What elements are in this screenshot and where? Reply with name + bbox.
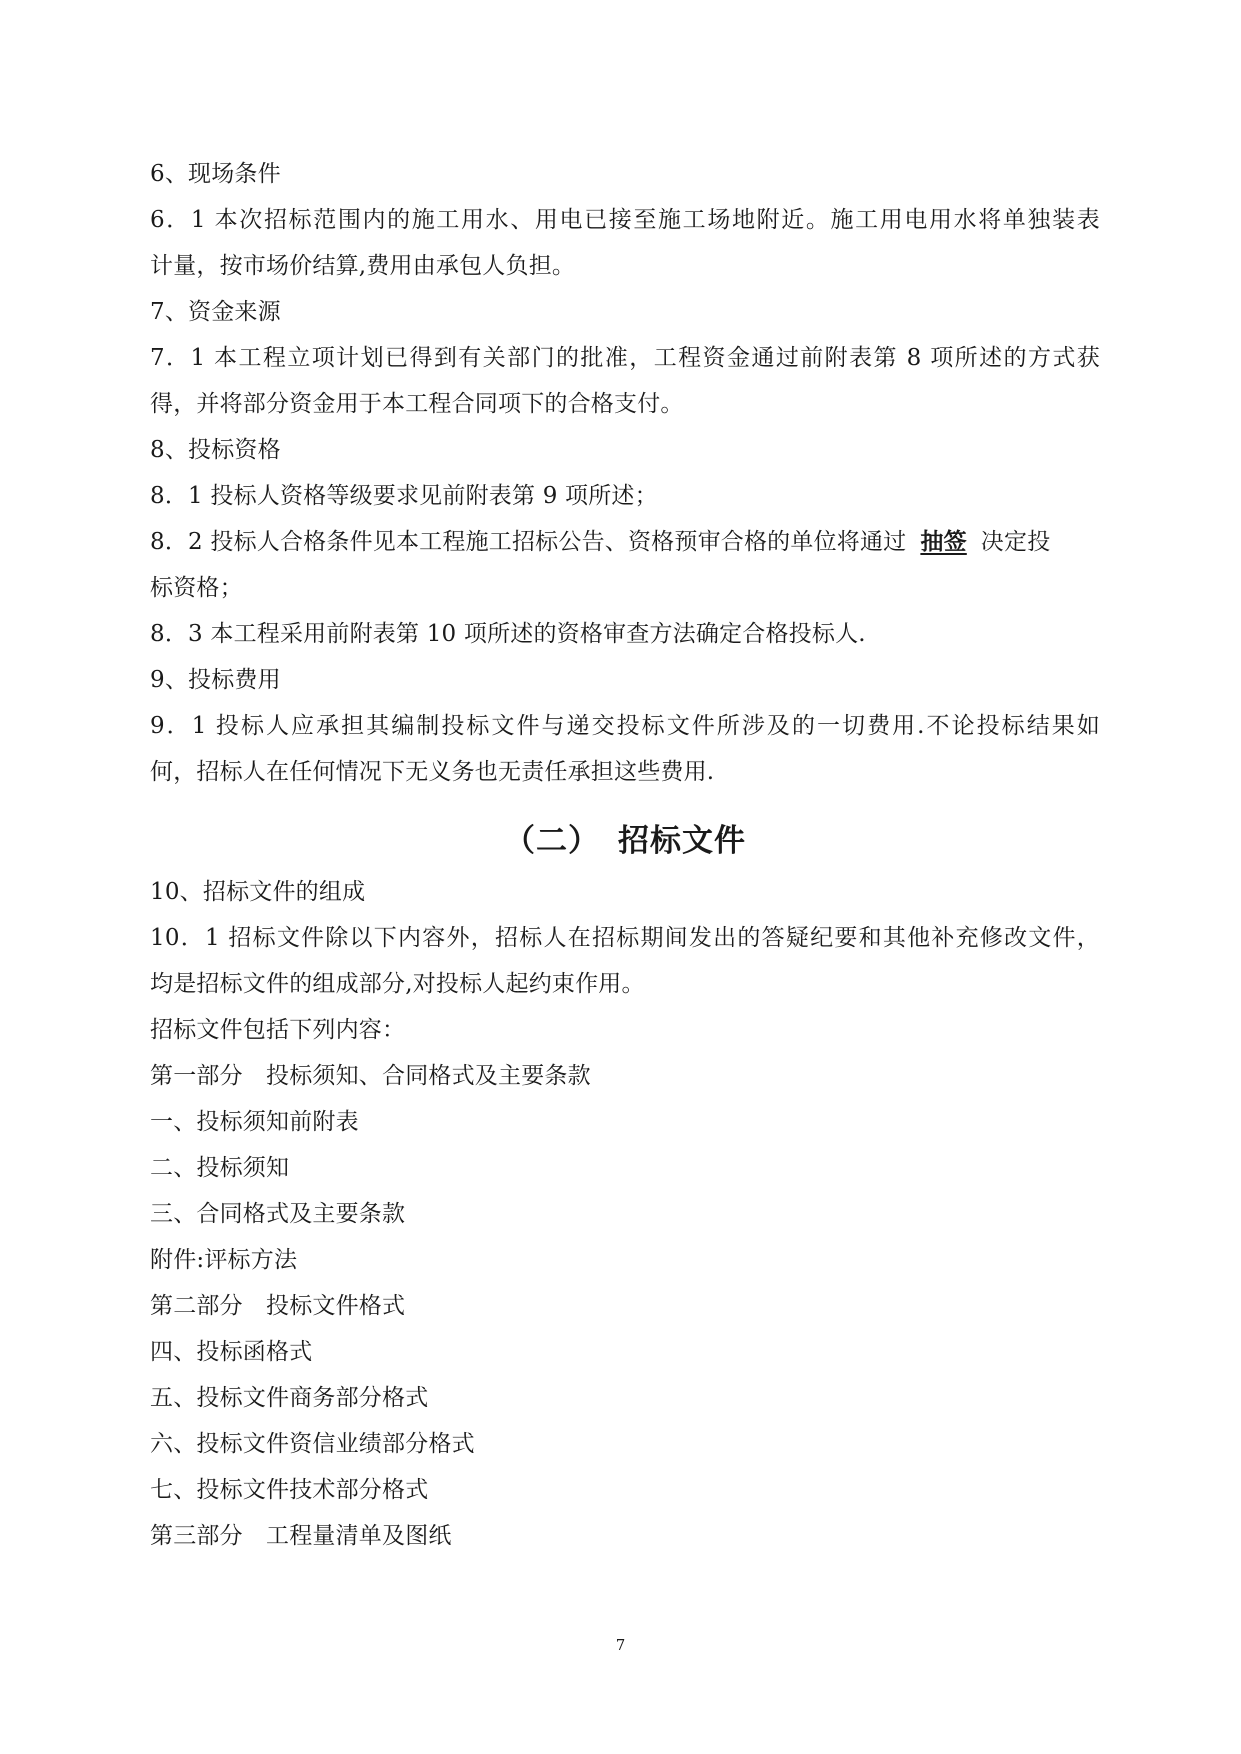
heading-bidder-qualification: 8、投标资格 (150, 437, 281, 463)
heading-tender-composition: 10、招标文件的组成 (150, 879, 366, 905)
list-item-part-1: 第一部分 投标须知、合同格式及主要条款 (150, 1063, 591, 1089)
heading-site-conditions: 6、现场条件 (150, 161, 281, 187)
list-item-part-3: 第三部分 工程量清单及图纸 (150, 1523, 452, 1549)
paragraph-8-2-line-1 (150, 519, 1100, 565)
tender-contents-intro: 招标文件包括下列内容： (150, 1017, 406, 1043)
paragraph-8-2-text-after: 决定投 (980, 529, 1051, 555)
list-item-7: 七、投标文件技术部分格式 (150, 1477, 429, 1503)
list-item-part-2: 第二部分 投标文件格式 (150, 1293, 406, 1319)
heading-bid-costs: 9、投标费用 (150, 667, 281, 693)
paragraph-8-3: 8．3 本工程采用前附表第 10 项所述的资格审查方法确定合格投标人. (150, 621, 866, 647)
paragraph-10-1-line-2: 均是招标文件的组成部分,对投标人起约束作用。 (150, 971, 645, 997)
paragraph-8-2-text-before: 8．2 投标人合格条件见本工程施工招标公告、资格预审合格的单位将通过 (150, 529, 907, 555)
list-item-2: 二、投标须知 (150, 1155, 290, 1181)
heading-funding-source: 7、资金来源 (150, 299, 281, 325)
paragraph-9-1-line-2: 何，招标人在任何情况下无义务也无责任承担这些费用. (150, 759, 715, 785)
section-spacer (150, 795, 1100, 813)
list-item-3: 三、合同格式及主要条款 (150, 1201, 406, 1227)
section-heading (150, 813, 1100, 869)
paragraph-6-1-line-2: 计量，按市场价结算,费用由承包人负担。 (150, 253, 576, 279)
section-heading-number: （二） (504, 823, 600, 859)
paragraph-7-1-line-1: 7．1 本工程立项计划已得到有关部门的批准，工程资金通过前附表第 8 项所述的方式获 (150, 345, 1100, 371)
page-number: 7 (615, 1636, 626, 1654)
paragraph-7-1-line-2: 得，并将部分资金用于本工程合同项下的合格支付。 (150, 391, 684, 417)
list-item-appendix: 附件:评标方法 (150, 1247, 298, 1273)
paragraph-10-1-line-1: 10．1 招标文件除以下内容外，招标人在招标期间发出的答疑纪要和其他补充修改文件， (150, 925, 1100, 951)
list-item-1: 一、投标须知前附表 (150, 1109, 359, 1135)
paragraph-8-2-emphasis: 抽签 (920, 529, 967, 555)
document-page (150, 151, 1100, 1559)
list-item-6: 六、投标文件资信业绩部分格式 (150, 1431, 475, 1457)
paragraph-9-1-line-1: 9．1 投标人应承担其编制投标文件与递交投标文件所涉及的一切费用.不论投标结果如 (150, 713, 1100, 739)
list-item-4: 四、投标函格式 (150, 1339, 313, 1365)
paragraph-8-2-line-2: 标资格； (150, 575, 243, 601)
paragraph-8-1: 8．1 投标人资格等级要求见前附表第 9 项所述； (150, 483, 658, 509)
section-heading-title: 招标文件 (618, 823, 746, 859)
list-item-5: 五、投标文件商务部分格式 (150, 1385, 429, 1411)
paragraph-6-1-line-1: 6．1 本次招标范围内的施工用水、用电已接至施工场地附近。施工用电用水将单独装表 (150, 207, 1100, 233)
